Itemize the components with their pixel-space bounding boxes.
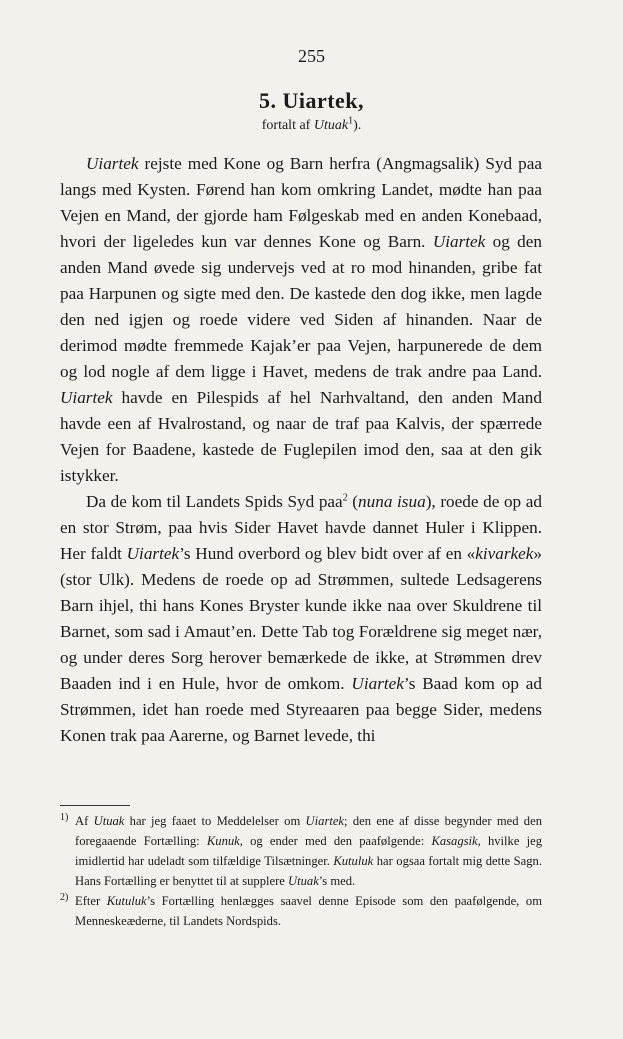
story-subtitle: [0, 115, 623, 134]
p1-name-3: Uiartek: [60, 388, 113, 407]
p1-name-2: Uiartek: [432, 232, 486, 251]
paragraph-1: [60, 151, 542, 489]
p1-name: Uiartek: [86, 154, 139, 173]
subtitle-prefix: fortalt af: [261, 118, 314, 133]
fn1-name-3: Kunuk: [206, 834, 240, 848]
fn1-name-1: Utuak: [93, 814, 125, 828]
footnote-ref-2: 2: [342, 492, 348, 504]
fn1-text-3: ; den ene af disse begynder med den foregaaende Fortælling:: [75, 814, 542, 848]
fn1-text-5: , hvilke jeg imidlertid har udeladt som tilfældige Tilsætninger.: [75, 834, 542, 868]
p2-text-6: ’s Baad kom op ad Strømmen, idet han roede med Styreaaren paa begge Sider, medens Konen trak paa Aarerne, og Barnet levede, thi: [60, 674, 542, 745]
fn1-name-6: Utuak: [288, 874, 319, 888]
story-title: 5. Uiartek,: [258, 88, 365, 113]
footnote-mark-1-num: 1: [60, 812, 65, 823]
fn1-text-4: , og ender med den paafølgende:: [239, 834, 432, 848]
footnote-1: [60, 811, 542, 891]
footnote-mark-1: 1): [60, 812, 69, 823]
fn1-text-2: har jeg faaet to Meddelelser om: [124, 814, 306, 828]
fn1-name-4: Kasagsik: [431, 834, 478, 848]
p1-text-3: havde en Pilespids af hel Narhvaltand, den anden Mand havde een af Hvalrostand, og naar de traf paa Kalvis, der spærrede Vejen for Baadene, kastede de Fuglepilen imod den, saa at den gik istykker.: [60, 388, 542, 485]
p2-name-2: Uiartek: [351, 674, 404, 693]
main-text: [60, 151, 542, 749]
p2-term: kivarkek: [475, 544, 534, 563]
p2-text-3: ), roede de op ad en stor Strøm, paa hvis Sider Havet havde dannet Huler i Klippen. Her faldt: [60, 492, 542, 563]
footnote-mark-2: 2): [60, 892, 69, 903]
p1-text-2: og den anden Mand øvede sig undervejs ved at ro mod hinanden, gribe fat paa Harpunen og sigte med den. De kastede den dog ikke, men lagde den ned igjen og roede videre ved Siden af hinanden. Naar de derimod mødte fremmede Kajak’er paa Vejen, harpunerede de dem og lod nogle af dem ligge i Havet, medens de trak andre paa Land.: [60, 232, 542, 381]
footnote-divider: [60, 805, 130, 806]
paragraph-2: [60, 489, 542, 749]
fn1-text-6: har ogsaa fortalt mig dette Sagn. Hans Fortælling er benyttet til at supplere: [75, 854, 542, 888]
p2-text-1: Da de kom til Landets Spids Syd paa: [86, 492, 343, 511]
fn1-name-5: Kutuluk: [333, 854, 374, 868]
footnotes: [60, 811, 542, 931]
subtitle-suffix: ).: [353, 118, 362, 133]
fn2-name: Kutuluk: [106, 894, 147, 908]
footnote-mark-2-num: 2: [60, 892, 65, 903]
p2-name-1: Uiartek: [126, 544, 180, 563]
p1-text-1: rejste med Kone og Barn herfra (Angmagsalik) Syd paa langs med Kysten. Førend han kom omkring Landet, mødte han paa Vejen en Mand, der gjorde ham Følgeskab med en anden Konebaad, hvori der ligeledes kun var dennes Kone og Barn.: [60, 154, 542, 251]
p2-text-4: ’s Hund overbord og blev bidt over af en «: [179, 544, 476, 563]
narrator-name: Utuak: [313, 118, 349, 133]
p2-place-name: nuna isua: [358, 492, 426, 511]
p2-text-2: (: [347, 492, 359, 511]
p2-text-5: » (stor Ulk). Medens de roede op ad Strømmen, sultede Ledsagerens Barn ihjel, thi hans Kones Bryster kunde ikke naa over Skuldrene til Barnet, som sad i Amaut’en. Dette Tab tog Forældrene sig meget nær, og under deres Sorg herover bemærkede de ikke, at Strømmen drev Baaden ind i en Hule, hvor de omkom.: [60, 544, 542, 693]
page-number: 255: [298, 46, 325, 66]
fn2-text-2: ’s Fortælling henlægges saavel denne Episode som den paafølgende, om Menneskeæderne, til Landets Nordspids.: [75, 894, 543, 928]
fn2-text-1: Efter: [75, 894, 107, 908]
fn1-name-2: Uiartek: [305, 814, 345, 828]
fn1-text-1: Af: [75, 814, 94, 828]
footnote-2: [60, 891, 542, 931]
fn1-text-7: ’s med.: [318, 874, 356, 888]
footnote-ref-1: 1: [348, 115, 354, 127]
